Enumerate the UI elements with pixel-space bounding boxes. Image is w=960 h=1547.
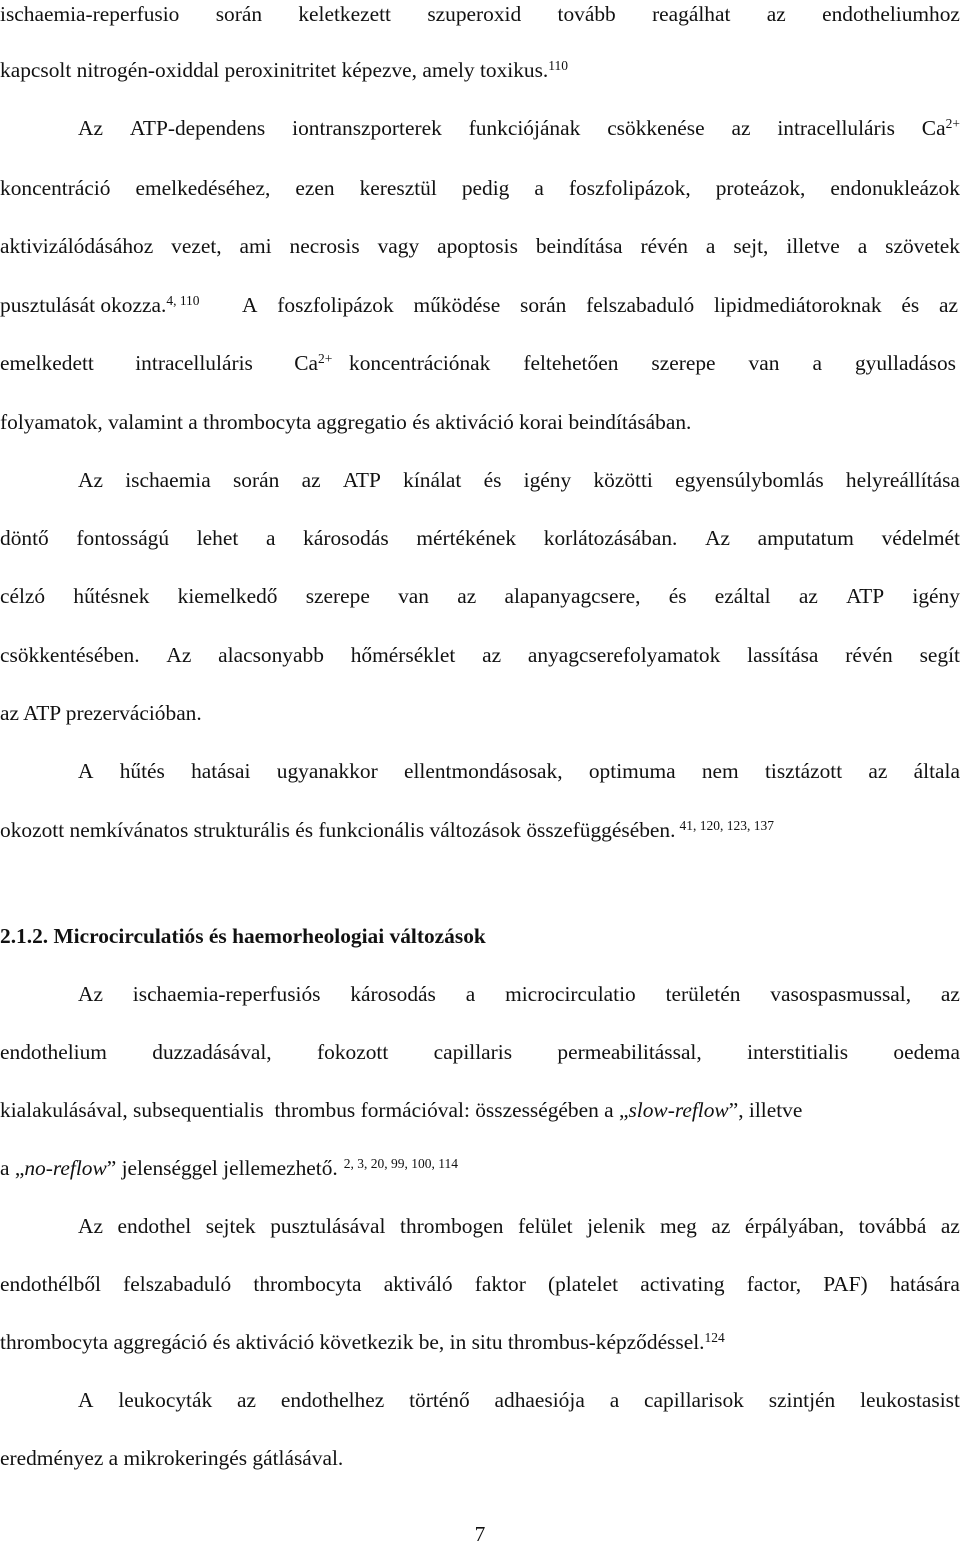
text-line bbox=[0, 645, 960, 666]
word: a bbox=[812, 351, 822, 375]
word: az bbox=[482, 643, 502, 667]
word: segít bbox=[919, 643, 960, 667]
word: ellentmondásosak, bbox=[403, 759, 563, 783]
word: helyreállítása bbox=[845, 468, 960, 492]
word: és bbox=[901, 293, 920, 317]
word: (platelet bbox=[547, 1272, 619, 1296]
word: lipidmediátoroknak bbox=[714, 293, 882, 317]
word: hűtés bbox=[119, 759, 165, 783]
word: Az bbox=[78, 982, 103, 1006]
citation-ref: 41, 120, 123, 137 bbox=[679, 817, 774, 833]
text-line bbox=[0, 1448, 960, 1469]
word: ugyanakkor bbox=[276, 759, 378, 783]
word: tovább bbox=[557, 2, 616, 26]
word: ischaemia-reperfusio bbox=[0, 2, 180, 26]
word: capillarisok bbox=[644, 1388, 744, 1412]
word: fokozott bbox=[317, 1040, 389, 1064]
word: keresztül bbox=[359, 176, 437, 200]
word: iontranszporterek bbox=[292, 116, 442, 140]
word: Az bbox=[705, 526, 731, 550]
text-line bbox=[0, 586, 960, 607]
word: az bbox=[868, 759, 888, 783]
word: thrombocyta bbox=[253, 1272, 362, 1296]
word: leukocyták bbox=[118, 1388, 213, 1412]
text-span: a „ bbox=[0, 1156, 25, 1180]
word: ATP bbox=[846, 584, 885, 608]
text-span: thrombocyta aggregáció és aktiváció következik be, in situ thrombus-képződéssel. bbox=[0, 1330, 705, 1354]
word: csökkenése bbox=[607, 116, 705, 140]
word: intracelluláris bbox=[135, 351, 253, 375]
word: emelkedéséhez, bbox=[135, 176, 271, 200]
word: során bbox=[232, 468, 280, 492]
text-line bbox=[0, 236, 960, 257]
text-line bbox=[0, 817, 960, 842]
word: alapanyagcsere, bbox=[504, 584, 641, 608]
text-line bbox=[0, 1216, 960, 1237]
superscript: 2+ bbox=[945, 115, 960, 131]
word: endothelium bbox=[0, 1040, 107, 1064]
word: adhaesiója bbox=[494, 1388, 585, 1412]
text-line bbox=[0, 57, 960, 82]
text-line bbox=[0, 1042, 960, 1063]
text-line bbox=[349, 353, 956, 374]
word: működése bbox=[413, 293, 501, 317]
word: az bbox=[940, 1214, 960, 1238]
word: döntő bbox=[0, 526, 49, 550]
word: Az bbox=[78, 116, 103, 140]
italic-term: no-reflow bbox=[24, 1156, 107, 1180]
word: szerepe bbox=[651, 351, 716, 375]
word: endonukleázok bbox=[830, 176, 960, 200]
word: károsodás bbox=[303, 526, 389, 550]
word: kiemelkedő bbox=[177, 584, 278, 608]
word: területén bbox=[665, 982, 741, 1006]
word: leukostasist bbox=[860, 1388, 960, 1412]
word: felszabaduló bbox=[586, 293, 695, 317]
word: vagy bbox=[377, 234, 420, 258]
word: kínálat bbox=[403, 468, 462, 492]
text-span: kapcsolt nitrogén-oxiddal peroxinitritet képezve, amely toxikus. bbox=[0, 58, 549, 82]
word: során bbox=[520, 293, 567, 317]
word: igény bbox=[912, 584, 960, 608]
word: szövetek bbox=[885, 234, 960, 258]
word: optimuma bbox=[588, 759, 676, 783]
word: ATP-dependens bbox=[129, 116, 266, 140]
text-span: eredményez a mikrokeringés gátlásával. bbox=[0, 1446, 344, 1470]
text-line bbox=[242, 295, 958, 316]
word: van bbox=[748, 351, 780, 375]
word: A bbox=[242, 293, 258, 317]
word: amputatum bbox=[757, 526, 854, 550]
word: a bbox=[534, 176, 544, 200]
word: hatására bbox=[889, 1272, 960, 1296]
word: ezáltal bbox=[714, 584, 771, 608]
word: necrosis bbox=[289, 234, 360, 258]
text-line bbox=[0, 703, 960, 724]
word: korlátozásában. bbox=[543, 526, 678, 550]
text-span: pusztulását okozza. bbox=[0, 293, 167, 317]
word: felület bbox=[517, 1214, 573, 1238]
text-line bbox=[0, 4, 960, 25]
word: pedig bbox=[461, 176, 510, 200]
word: a bbox=[265, 526, 276, 550]
citation-ref: 110 bbox=[548, 57, 569, 73]
word: proteázok, bbox=[715, 176, 806, 200]
word: jelenik bbox=[587, 1214, 646, 1238]
word: az bbox=[798, 584, 818, 608]
word: PAF) bbox=[823, 1272, 868, 1296]
text-line bbox=[0, 528, 960, 549]
word: hatásai bbox=[191, 759, 251, 783]
text-line bbox=[0, 984, 960, 1005]
text-span: okozott nemkívánatos strukturális és funkcionális változások összefüggésében. bbox=[0, 818, 676, 842]
text-line bbox=[0, 1390, 960, 1411]
word: hőmérséklet bbox=[350, 643, 456, 667]
word: az bbox=[711, 1214, 731, 1238]
word: közötti bbox=[593, 468, 653, 492]
citation-ref: 124 bbox=[704, 1329, 725, 1345]
word: során bbox=[215, 2, 263, 26]
word: sejtek bbox=[205, 1214, 256, 1238]
word: beindítása bbox=[535, 234, 623, 258]
italic-term: slow-reflow bbox=[628, 1098, 729, 1122]
superscript: 2+ bbox=[318, 350, 333, 366]
word: védelmét bbox=[881, 526, 960, 550]
word: oedema bbox=[893, 1040, 960, 1064]
text-line bbox=[0, 1329, 960, 1354]
word: koncentrációnak bbox=[349, 351, 491, 375]
word: ATP bbox=[342, 468, 381, 492]
word: ezen bbox=[295, 176, 335, 200]
word: alacsonyabb bbox=[218, 643, 324, 667]
text-span: ” jelenséggel jellemezhető. bbox=[106, 1156, 338, 1180]
word: Ca bbox=[294, 351, 318, 375]
text-line bbox=[0, 470, 960, 491]
word: Az bbox=[78, 1214, 103, 1238]
word: lehet bbox=[196, 526, 239, 550]
word: keletkezett bbox=[298, 2, 391, 26]
word: duzzadásával, bbox=[152, 1040, 272, 1064]
citation-ref: 4, 110 bbox=[166, 292, 200, 308]
section-heading-text: 2.1.2. Microcirculatiós és haemorheologiai változások bbox=[0, 924, 486, 948]
word: tisztázott bbox=[764, 759, 843, 783]
word: activating bbox=[640, 1272, 725, 1296]
word: ami bbox=[239, 234, 272, 258]
text-line bbox=[0, 412, 960, 433]
word: szintjén bbox=[768, 1388, 836, 1412]
word: vezet, bbox=[171, 234, 222, 258]
section-heading bbox=[0, 926, 960, 947]
text-line bbox=[0, 1155, 960, 1180]
word: illetve bbox=[786, 234, 840, 258]
word: és bbox=[668, 584, 687, 608]
word: hűtésnek bbox=[73, 584, 150, 608]
word: célzó bbox=[0, 584, 46, 608]
word: a bbox=[465, 982, 476, 1006]
word: szuperoxid bbox=[427, 2, 522, 26]
word: szerepe bbox=[305, 584, 370, 608]
word: felszabaduló bbox=[123, 1272, 232, 1296]
word: Az bbox=[166, 643, 192, 667]
word: aktivizálódásához bbox=[0, 234, 154, 258]
word: intracelluláris bbox=[777, 116, 895, 140]
word: nem bbox=[701, 759, 739, 783]
citation-ref: 2, 3, 20, 99, 100, 114 bbox=[343, 1155, 459, 1171]
word: endothel bbox=[117, 1214, 192, 1238]
word: faktor bbox=[474, 1272, 526, 1296]
word: lassítása bbox=[747, 643, 819, 667]
word: factor, bbox=[746, 1272, 802, 1296]
word: károsodás bbox=[350, 982, 436, 1006]
text-span bbox=[0, 353, 318, 374]
word: pusztulásával bbox=[270, 1214, 386, 1238]
word: gyulladásos bbox=[854, 351, 956, 375]
text-line bbox=[0, 115, 960, 140]
word: a bbox=[705, 234, 716, 258]
word: az bbox=[731, 116, 751, 140]
word: és bbox=[483, 468, 502, 492]
word: ischaemia bbox=[125, 468, 211, 492]
word: van bbox=[398, 584, 429, 608]
word: érpályában, bbox=[744, 1214, 845, 1238]
word: $Ca^{2+}$ bbox=[921, 115, 960, 140]
word: microcirculatio bbox=[505, 982, 636, 1006]
word: koncentráció bbox=[0, 176, 111, 200]
word: anyagcserefolyamatok bbox=[527, 643, 721, 667]
text-span: az ATP prezervációban. bbox=[0, 701, 202, 725]
word: endothélből bbox=[0, 1272, 101, 1296]
word: fontosságú bbox=[76, 526, 170, 550]
word: az bbox=[940, 982, 960, 1006]
word: thrombogen bbox=[400, 1214, 504, 1238]
text-span: folyamatok, valamint a thrombocyta aggregatio és aktiváció korai beindításában. bbox=[0, 410, 692, 434]
text-line bbox=[0, 761, 960, 782]
word: továbbá bbox=[858, 1214, 927, 1238]
word: egyensúlybomlás bbox=[675, 468, 824, 492]
word: az bbox=[766, 2, 786, 26]
word: történő bbox=[409, 1388, 470, 1412]
text-line bbox=[0, 1274, 960, 1295]
page-number: 7 bbox=[474, 1522, 486, 1546]
word: az bbox=[457, 584, 477, 608]
word: permeabilitással, bbox=[557, 1040, 702, 1064]
word: reagálhat bbox=[652, 2, 731, 26]
word: A bbox=[78, 759, 94, 783]
word: aktiváló bbox=[383, 1272, 453, 1296]
word: Az bbox=[78, 468, 103, 492]
word: mértékének bbox=[416, 526, 517, 550]
word: az bbox=[301, 468, 321, 492]
word: sejt, bbox=[733, 234, 769, 258]
word: capillaris bbox=[433, 1040, 513, 1064]
word: a bbox=[857, 234, 868, 258]
word: igény bbox=[523, 468, 572, 492]
word: csökkentésében. bbox=[0, 643, 140, 667]
word: általa bbox=[913, 759, 960, 783]
word: apoptosis bbox=[437, 234, 518, 258]
word: ischaemia-reperfusiós bbox=[132, 982, 321, 1006]
word: meg bbox=[659, 1214, 697, 1238]
word: a bbox=[609, 1388, 620, 1412]
text-span: kialakulásával, subsequentialis thrombus formációval: összességében a „ bbox=[0, 1098, 629, 1122]
word: feltehetően bbox=[523, 351, 619, 375]
text-span: ”, illetve bbox=[728, 1098, 803, 1122]
word: az bbox=[938, 293, 958, 317]
text-line bbox=[0, 1100, 960, 1121]
word: az bbox=[237, 1388, 257, 1412]
word: endotheliumhoz bbox=[822, 2, 960, 26]
word: foszfolipázok, bbox=[568, 176, 691, 200]
word: révén bbox=[640, 234, 688, 258]
text-line bbox=[0, 178, 960, 199]
word: funkciójának bbox=[468, 116, 581, 140]
word: interstitialis bbox=[747, 1040, 849, 1064]
word: endothelhez bbox=[280, 1388, 385, 1412]
word: révén bbox=[845, 643, 893, 667]
word: vasospasmussal, bbox=[770, 982, 912, 1006]
word: A bbox=[78, 1388, 94, 1412]
word: foszfolipázok bbox=[277, 293, 394, 317]
word: emelkedett bbox=[0, 351, 94, 375]
